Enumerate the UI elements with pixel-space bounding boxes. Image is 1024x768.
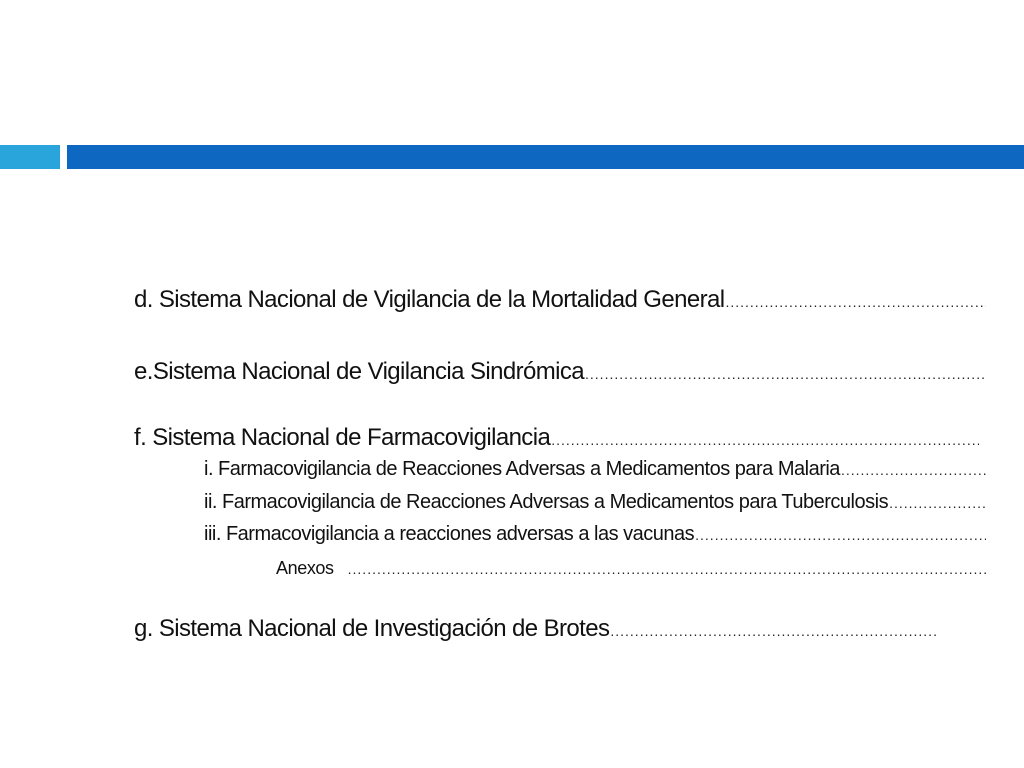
toc-entry-f <box>134 424 979 452</box>
toc-leader <box>610 623 936 639</box>
toc-leader <box>551 432 979 448</box>
toc-entry-f-iii <box>204 523 986 546</box>
toc-leader <box>725 294 986 310</box>
toc-leader <box>889 495 986 511</box>
header-bar <box>67 145 1024 169</box>
toc-leader <box>585 366 986 382</box>
toc-entry-g-label: g. Sistema Nacional de Investigación de Brotes <box>134 615 610 642</box>
toc-entry-d <box>134 286 986 314</box>
toc-entry-f-ii-label: ii. Farmacovigilancia de Reacciones Adversas a Medicamentos para Tuberculosis <box>204 491 889 513</box>
toc-entry-f-iii-label: iii. Farmacovigilancia a reacciones adversas a las vacunas <box>204 523 695 545</box>
toc-leader <box>841 462 986 478</box>
toc-entry-anexos <box>276 558 986 579</box>
toc-entry-f-ii <box>204 491 986 514</box>
toc-entry-e-label: e.Sistema Nacional de Vigilancia Sindrómica <box>134 358 585 385</box>
toc-leader <box>348 561 986 577</box>
toc-entry-d-label: d. Sistema Nacional de Vigilancia de la Mortalidad General <box>134 286 725 313</box>
toc-entry-f-label: f. Sistema Nacional de Farmacovigilancia <box>134 424 551 451</box>
toc-leader <box>695 527 986 543</box>
toc-entry-e <box>134 358 986 386</box>
toc-entry-f-i-label: i. Farmacovigilancia de Reacciones Adversas a Medicamentos para Malaria <box>204 458 840 480</box>
header-bar-accent <box>0 145 60 169</box>
toc-entry-anexos-label: Anexos <box>276 558 334 578</box>
toc-entry-f-i <box>204 458 986 481</box>
toc-entry-g <box>134 615 936 643</box>
